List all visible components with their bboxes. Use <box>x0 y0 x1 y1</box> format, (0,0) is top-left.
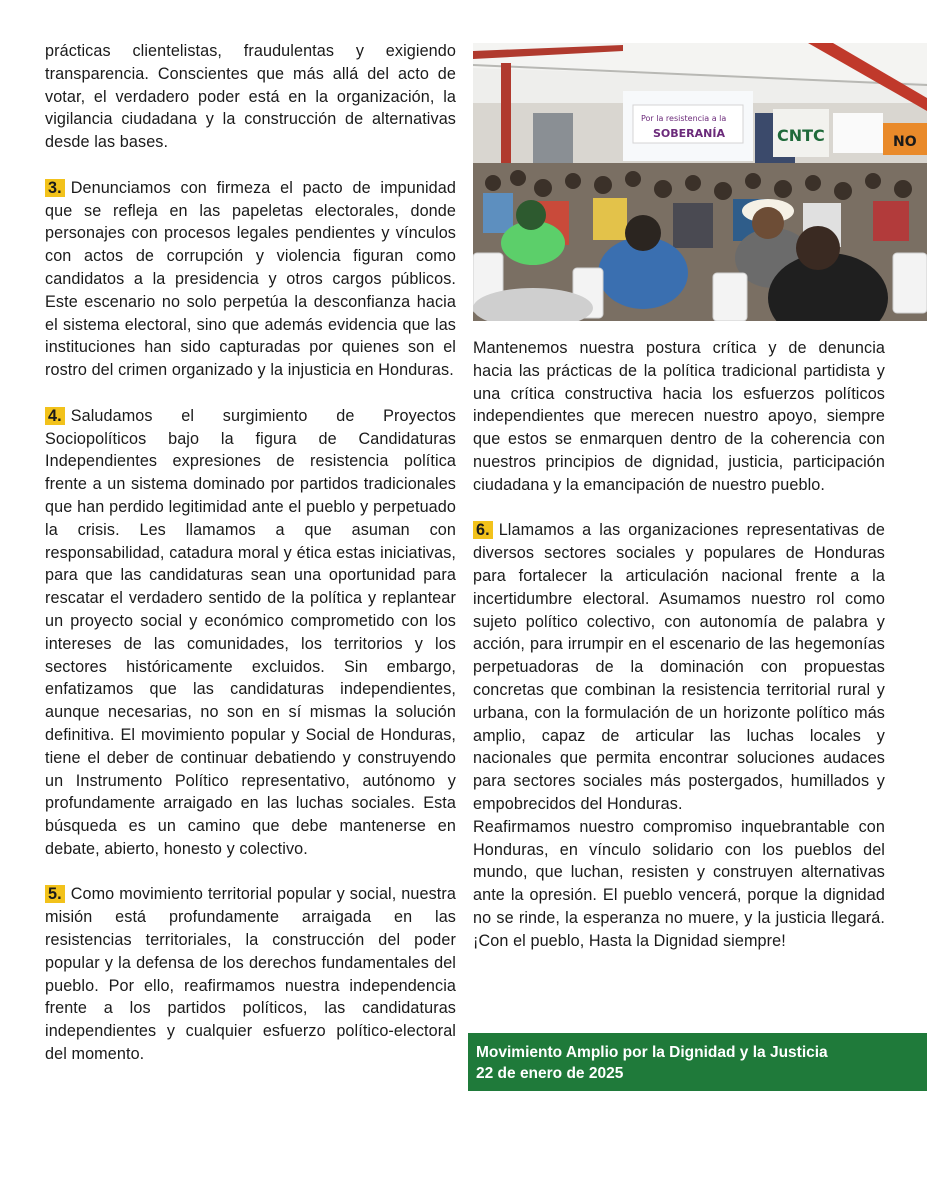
banner-cntc <box>773 109 829 157</box>
banner-orange <box>883 123 927 155</box>
svg-text:SOBERANÍA: SOBERANÍA <box>653 127 725 140</box>
section-4-text: Saludamos el surgimiento de Proyectos Sociopolíticos bajo la figura de Candidaturas Independientes expresiones de resistencia política frente a un sistema dominado por partidos tradicionales que han perdido legitimidad ante el pueblo y perpetuado la crisis. Les llamamos a que asuman con responsabilidad, catadura moral y ética estas iniciativas, para que las candidaturas sean una oportunidad para rescatar el verdadero sentido de la política y replantear un proyecto social y económico comprometido con los intereses de las comunidades, los territorios y los sectores históricamente excluidos. Sin embargo, enfatizamos que las candidaturas independientes, aunque necesarias, no son en sí mismas la solución definitiva. El movimiento popular y Social de Honduras, tiene el deber de continuar debatiendo y construyendo un Instrumento Político representativo, autónomo y profundamente arraigado en las luchas sociales. Esta búsqueda es un camino que debe mantenerse en debate, abierto, honesto y colectivo. <box>45 406 456 858</box>
section-3-text: Denunciamos con firmeza el pacto de impunidad que se refleja en las papeletas electorales, donde personajes con procesos legales pendientes y vínculos con actos de corrupción y violencia figuran como candidatos a la presidencia y otros cargos públicos. Este escenario no solo perpetúa la desconfianza hacia el sistema electoral, sino que además evidencia que las instituciones han sido capturadas por quienes son el rostro del crimen organizado y la injusticia en Honduras. <box>45 178 456 380</box>
signature-box <box>468 1033 927 1091</box>
section-5 <box>45 883 456 1065</box>
section-number-3: 3. <box>45 179 65 197</box>
assembly-photo <box>473 43 927 321</box>
banner-soberania <box>633 105 743 143</box>
continuation-paragraph: Mantenemos nuestra postura crítica y de denuncia hacia las prácticas de la política tradicional partidista y una crítica constructiva hacia los esfuerzos políticos independientes que merecen nuestro apoyo, siempre que estos se enmarquen dentro de la coherencia con nuestros principios de dignidad, justicia, participación ciudadana y la emancipación de nuestro pueblo. <box>473 339 885 494</box>
right-column <box>473 337 885 953</box>
section-6 <box>473 519 885 815</box>
svg-text:CNTC: CNTC <box>777 126 825 145</box>
section-5-text: Como movimiento territorial popular y social, nuestra misión está profundamente arraigada en las resistencias territoriales, la construcción del poder popular y la defensa de los derechos fundamentales del pueblo. Por ello, reafirmamos nuestra independencia frente a los partidos políticos, las candidaturas independientes y cualquier esfuerzo político-electoral del momento. <box>45 885 456 1064</box>
section-number-4: 4. <box>45 407 65 425</box>
section-6-text: Llamamos a las organizaciones representativas de diversos sectores sociales y populares de Honduras para fortalecer la articulación nacional frente a la incertidumbre electoral. Asumamos nuestro rol como sujeto político colectivo, con autonomía de palabra y acción, para irrumpir en el escenario de las hegemonías perpetuadoras de la dominación con propuestas concretas que combinan la resistencia territorial rural y urbana, con la formulación de un horizonte político más amplio, capaz de articular las luchas locales y nacionales que permita encontrar soluciones audaces para sectores sociales más postergados, humillados y empobrecidos del Honduras. <box>473 521 885 813</box>
svg-text:Por la resistencia a la: Por la resistencia a la <box>641 114 727 123</box>
intro-paragraph: prácticas clientelistas, fraudulentas y exigiendo transparencia. Conscientes que más allá del acto de votar, el verdadero poder está en la organización, la vigilancia ciudadana y la construcción de alternativas desde las bases. <box>45 42 456 152</box>
section-number-5: 5. <box>45 885 65 903</box>
section-3 <box>45 177 456 382</box>
svg-text:NO: NO <box>893 134 917 150</box>
section-number-6: 6. <box>473 521 493 539</box>
signature-date: 22 de enero de 2025 <box>476 1065 624 1082</box>
signature-organization: Movimiento Amplio por la Dignidad y la Justicia <box>476 1044 828 1061</box>
closing-paragraph: Reafirmamos nuestro compromiso inquebrantable con Honduras, en vínculo solidario con los pueblos del mundo, que luchan, resisten y construyen alternativas ante la opresión. El pueblo vencerá, porque la dignidad no se rinde, la esperanza no muere, y la justicia llegará. ¡Con el pueblo, Hasta la Dignidad siempre! <box>473 817 885 950</box>
left-column <box>45 40 456 1066</box>
section-4 <box>45 405 456 861</box>
